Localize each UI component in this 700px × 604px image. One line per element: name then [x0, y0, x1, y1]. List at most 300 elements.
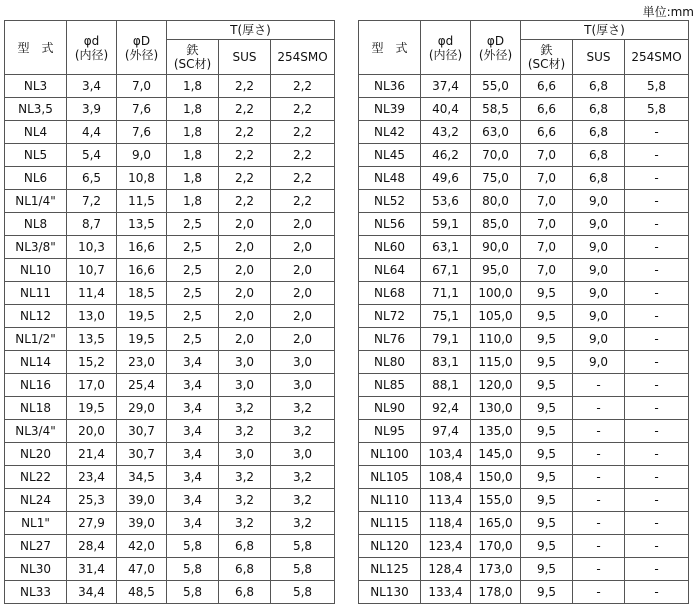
cell-sus: 2,0: [219, 282, 271, 305]
table-row: [5, 75, 335, 98]
cell-inner-diameter: 3,4: [67, 75, 117, 98]
cell-type: NL30: [5, 558, 67, 581]
table-row: [359, 144, 689, 167]
cell-254smo: -: [625, 190, 689, 213]
cell-inner-diameter: 23,4: [67, 466, 117, 489]
cell-type: NL3/8": [5, 236, 67, 259]
cell-iron: 3,4: [167, 351, 219, 374]
cell-sus: 6,8: [573, 98, 625, 121]
cell-outer-diameter: 165,0: [471, 512, 521, 535]
cell-sus: 6,8: [573, 167, 625, 190]
cell-outer-diameter: 63,0: [471, 121, 521, 144]
cell-inner-diameter: 128,4: [421, 558, 471, 581]
cell-outer-diameter: 10,8: [117, 167, 167, 190]
table-row: [5, 535, 335, 558]
cell-outer-diameter: 110,0: [471, 328, 521, 351]
cell-outer-diameter: 7,0: [117, 75, 167, 98]
table-row: [359, 512, 689, 535]
cell-iron: 1,8: [167, 190, 219, 213]
cell-254smo: -: [625, 236, 689, 259]
cell-254smo: 3,2: [271, 489, 335, 512]
cell-254smo: 3,0: [271, 351, 335, 374]
cell-type: NL1": [5, 512, 67, 535]
table-row: [359, 558, 689, 581]
cell-inner-diameter: 17,0: [67, 374, 117, 397]
table-row: [5, 144, 335, 167]
cell-inner-diameter: 11,4: [67, 282, 117, 305]
header-type: 型 式: [359, 21, 421, 75]
cell-iron: 6,6: [521, 75, 573, 98]
cell-254smo: 2,0: [271, 259, 335, 282]
cell-254smo: 5,8: [271, 558, 335, 581]
cell-type: NL11: [5, 282, 67, 305]
cell-iron: 1,8: [167, 121, 219, 144]
cell-254smo: -: [625, 420, 689, 443]
cell-iron: 7,0: [521, 144, 573, 167]
cell-254smo: -: [625, 121, 689, 144]
cell-inner-diameter: 27,9: [67, 512, 117, 535]
cell-iron: 3,4: [167, 512, 219, 535]
cell-type: NL14: [5, 351, 67, 374]
cell-outer-diameter: 70,0: [471, 144, 521, 167]
cell-type: NL12: [5, 305, 67, 328]
cell-inner-diameter: 34,4: [67, 581, 117, 604]
cell-sus: 3,2: [219, 466, 271, 489]
cell-254smo: 3,2: [271, 397, 335, 420]
cell-sus: 3,0: [219, 374, 271, 397]
cell-254smo: -: [625, 397, 689, 420]
table-row: [359, 443, 689, 466]
cell-outer-diameter: 7,6: [117, 121, 167, 144]
cell-type: NL90: [359, 397, 421, 420]
cell-outer-diameter: 19,5: [117, 305, 167, 328]
cell-outer-diameter: 120,0: [471, 374, 521, 397]
cell-outer-diameter: 30,7: [117, 420, 167, 443]
cell-type: NL10: [5, 259, 67, 282]
table-row: [359, 259, 689, 282]
table-row: [5, 351, 335, 374]
cell-iron: 7,0: [521, 213, 573, 236]
cell-iron: 1,8: [167, 98, 219, 121]
cell-sus: -: [573, 535, 625, 558]
cell-type: NL52: [359, 190, 421, 213]
cell-iron: 9,5: [521, 420, 573, 443]
cell-inner-diameter: 10,7: [67, 259, 117, 282]
cell-inner-diameter: 59,1: [421, 213, 471, 236]
cell-254smo: -: [625, 213, 689, 236]
cell-inner-diameter: 8,7: [67, 213, 117, 236]
cell-type: NL72: [359, 305, 421, 328]
cell-iron: 1,8: [167, 167, 219, 190]
cell-inner-diameter: 19,5: [67, 397, 117, 420]
cell-inner-diameter: 49,6: [421, 167, 471, 190]
table-row: [5, 121, 335, 144]
cell-type: NL3: [5, 75, 67, 98]
cell-254smo: 5,8: [271, 535, 335, 558]
cell-inner-diameter: 5,4: [67, 144, 117, 167]
cell-type: NL100: [359, 443, 421, 466]
table-row: [359, 213, 689, 236]
table-row: [5, 167, 335, 190]
cell-254smo: 2,0: [271, 305, 335, 328]
cell-type: NL27: [5, 535, 67, 558]
cell-iron: 2,5: [167, 213, 219, 236]
cell-254smo: 2,0: [271, 282, 335, 305]
cell-inner-diameter: 28,4: [67, 535, 117, 558]
table-row: [359, 581, 689, 604]
spec-table-right: [358, 20, 689, 604]
cell-outer-diameter: 11,5: [117, 190, 167, 213]
table-row: [359, 420, 689, 443]
cell-254smo: -: [625, 328, 689, 351]
cell-inner-diameter: 71,1: [421, 282, 471, 305]
cell-inner-diameter: 53,6: [421, 190, 471, 213]
cell-iron: 9,5: [521, 535, 573, 558]
spec-table-left: [4, 20, 335, 604]
cell-sus: 6,8: [219, 581, 271, 604]
table-row: [359, 466, 689, 489]
cell-iron: 7,0: [521, 259, 573, 282]
cell-type: NL76: [359, 328, 421, 351]
cell-sus: 2,2: [219, 190, 271, 213]
cell-254smo: -: [625, 443, 689, 466]
table-row: [5, 236, 335, 259]
cell-outer-diameter: 19,5: [117, 328, 167, 351]
header-sus: SUS: [219, 40, 271, 75]
header-iron: 鉄 (SC材): [167, 40, 219, 75]
cell-sus: 3,0: [219, 443, 271, 466]
cell-inner-diameter: 6,5: [67, 167, 117, 190]
table-row: [359, 535, 689, 558]
cell-sus: 2,0: [219, 259, 271, 282]
cell-inner-diameter: 31,4: [67, 558, 117, 581]
cell-type: NL45: [359, 144, 421, 167]
cell-type: NL60: [359, 236, 421, 259]
cell-iron: 9,5: [521, 374, 573, 397]
cell-outer-diameter: 16,6: [117, 236, 167, 259]
cell-outer-diameter: 16,6: [117, 259, 167, 282]
cell-iron: 1,8: [167, 144, 219, 167]
cell-inner-diameter: 83,1: [421, 351, 471, 374]
cell-iron: 2,5: [167, 259, 219, 282]
cell-sus: 9,0: [573, 351, 625, 374]
cell-254smo: 3,2: [271, 420, 335, 443]
cell-sus: 2,2: [219, 75, 271, 98]
cell-iron: 9,5: [521, 443, 573, 466]
cell-iron: 5,8: [167, 558, 219, 581]
cell-inner-diameter: 13,0: [67, 305, 117, 328]
cell-iron: 3,4: [167, 374, 219, 397]
cell-inner-diameter: 92,4: [421, 397, 471, 420]
cell-254smo: -: [625, 305, 689, 328]
cell-inner-diameter: 46,2: [421, 144, 471, 167]
table-row: [359, 167, 689, 190]
cell-outer-diameter: 47,0: [117, 558, 167, 581]
cell-outer-diameter: 80,0: [471, 190, 521, 213]
cell-254smo: 3,2: [271, 512, 335, 535]
table-row: [5, 190, 335, 213]
cell-inner-diameter: 103,4: [421, 443, 471, 466]
table-row: [359, 328, 689, 351]
cell-iron: 9,5: [521, 581, 573, 604]
table-row: [359, 121, 689, 144]
cell-type: NL1/4": [5, 190, 67, 213]
cell-sus: 2,2: [219, 121, 271, 144]
cell-type: NL33: [5, 581, 67, 604]
header-inner-diameter: φd (内径): [421, 21, 471, 75]
table-row: [5, 305, 335, 328]
cell-iron: 2,5: [167, 282, 219, 305]
cell-254smo: -: [625, 282, 689, 305]
cell-inner-diameter: 3,9: [67, 98, 117, 121]
cell-outer-diameter: 25,4: [117, 374, 167, 397]
cell-outer-diameter: 145,0: [471, 443, 521, 466]
cell-inner-diameter: 20,0: [67, 420, 117, 443]
cell-inner-diameter: 97,4: [421, 420, 471, 443]
cell-sus: 9,0: [573, 236, 625, 259]
cell-outer-diameter: 23,0: [117, 351, 167, 374]
cell-inner-diameter: 123,4: [421, 535, 471, 558]
cell-type: NL39: [359, 98, 421, 121]
cell-outer-diameter: 170,0: [471, 535, 521, 558]
cell-254smo: -: [625, 558, 689, 581]
cell-254smo: 2,0: [271, 213, 335, 236]
table-row: [5, 328, 335, 351]
cell-iron: 7,0: [521, 236, 573, 259]
cell-inner-diameter: 79,1: [421, 328, 471, 351]
cell-sus: 6,8: [219, 558, 271, 581]
cell-sus: 9,0: [573, 328, 625, 351]
cell-sus: 9,0: [573, 190, 625, 213]
cell-outer-diameter: 58,5: [471, 98, 521, 121]
cell-outer-diameter: 85,0: [471, 213, 521, 236]
cell-254smo: -: [625, 351, 689, 374]
cell-type: NL3,5: [5, 98, 67, 121]
cell-sus: 2,0: [219, 328, 271, 351]
cell-iron: 9,5: [521, 397, 573, 420]
cell-type: NL3/4": [5, 420, 67, 443]
cell-type: NL36: [359, 75, 421, 98]
cell-outer-diameter: 29,0: [117, 397, 167, 420]
cell-outer-diameter: 42,0: [117, 535, 167, 558]
cell-254smo: -: [625, 581, 689, 604]
cell-inner-diameter: 118,4: [421, 512, 471, 535]
table-row: [5, 259, 335, 282]
cell-sus: 6,8: [573, 144, 625, 167]
cell-sus: 6,8: [219, 535, 271, 558]
table-row: [359, 374, 689, 397]
cell-iron: 9,5: [521, 351, 573, 374]
cell-iron: 2,5: [167, 305, 219, 328]
cell-outer-diameter: 75,0: [471, 167, 521, 190]
cell-outer-diameter: 13,5: [117, 213, 167, 236]
cell-sus: -: [573, 420, 625, 443]
cell-type: NL110: [359, 489, 421, 512]
cell-254smo: 2,0: [271, 236, 335, 259]
cell-inner-diameter: 10,3: [67, 236, 117, 259]
cell-254smo: -: [625, 512, 689, 535]
header-outer-diameter: φD (外径): [471, 21, 521, 75]
unit-label: 単位:mm: [642, 5, 694, 19]
cell-iron: 9,5: [521, 512, 573, 535]
cell-iron: 3,4: [167, 420, 219, 443]
cell-type: NL16: [5, 374, 67, 397]
cell-254smo: 5,8: [625, 75, 689, 98]
cell-outer-diameter: 130,0: [471, 397, 521, 420]
cell-outer-diameter: 105,0: [471, 305, 521, 328]
cell-254smo: 2,2: [271, 121, 335, 144]
cell-iron: 9,5: [521, 466, 573, 489]
cell-type: NL130: [359, 581, 421, 604]
table-row: [5, 397, 335, 420]
table-row: [5, 558, 335, 581]
cell-254smo: 3,0: [271, 374, 335, 397]
cell-254smo: 2,2: [271, 167, 335, 190]
cell-type: NL80: [359, 351, 421, 374]
cell-iron: 9,5: [521, 282, 573, 305]
cell-iron: 7,0: [521, 167, 573, 190]
cell-iron: 9,5: [521, 489, 573, 512]
cell-outer-diameter: 100,0: [471, 282, 521, 305]
cell-254smo: 2,2: [271, 144, 335, 167]
cell-type: NL56: [359, 213, 421, 236]
cell-254smo: -: [625, 374, 689, 397]
cell-iron: 6,6: [521, 121, 573, 144]
cell-inner-diameter: 21,4: [67, 443, 117, 466]
table-row: [359, 397, 689, 420]
cell-type: NL18: [5, 397, 67, 420]
header-sus: SUS: [573, 40, 625, 75]
cell-sus: 2,2: [219, 98, 271, 121]
cell-254smo: 3,0: [271, 443, 335, 466]
header-254smo: 254SMO: [625, 40, 689, 75]
cell-inner-diameter: 7,2: [67, 190, 117, 213]
cell-sus: -: [573, 397, 625, 420]
cell-sus: 9,0: [573, 282, 625, 305]
cell-iron: 3,4: [167, 466, 219, 489]
table-row: [359, 75, 689, 98]
cell-sus: 9,0: [573, 213, 625, 236]
cell-sus: -: [573, 466, 625, 489]
cell-sus: 2,2: [219, 167, 271, 190]
cell-inner-diameter: 40,4: [421, 98, 471, 121]
cell-sus: -: [573, 489, 625, 512]
cell-type: NL6: [5, 167, 67, 190]
cell-type: NL5: [5, 144, 67, 167]
cell-sus: 2,0: [219, 213, 271, 236]
cell-254smo: 5,8: [625, 98, 689, 121]
header-iron: 鉄 (SC材): [521, 40, 573, 75]
cell-type: NL20: [5, 443, 67, 466]
cell-254smo: -: [625, 489, 689, 512]
table-row: [359, 351, 689, 374]
cell-outer-diameter: 39,0: [117, 489, 167, 512]
table-row: [359, 98, 689, 121]
cell-sus: -: [573, 558, 625, 581]
cell-254smo: 2,2: [271, 98, 335, 121]
cell-type: NL1/2": [5, 328, 67, 351]
cell-sus: -: [573, 374, 625, 397]
cell-sus: 3,0: [219, 351, 271, 374]
header-outer-diameter: φD (外径): [117, 21, 167, 75]
cell-iron: 9,5: [521, 558, 573, 581]
cell-254smo: -: [625, 144, 689, 167]
cell-inner-diameter: 37,4: [421, 75, 471, 98]
cell-outer-diameter: 48,5: [117, 581, 167, 604]
cell-sus: 3,2: [219, 420, 271, 443]
cell-outer-diameter: 95,0: [471, 259, 521, 282]
cell-iron: 3,4: [167, 489, 219, 512]
cell-inner-diameter: 88,1: [421, 374, 471, 397]
cell-sus: 3,2: [219, 489, 271, 512]
cell-outer-diameter: 30,7: [117, 443, 167, 466]
cell-type: NL42: [359, 121, 421, 144]
cell-inner-diameter: 113,4: [421, 489, 471, 512]
cell-iron: 5,8: [167, 581, 219, 604]
cell-sus: 9,0: [573, 259, 625, 282]
cell-iron: 7,0: [521, 190, 573, 213]
cell-254smo: 5,8: [271, 581, 335, 604]
cell-254smo: 2,0: [271, 328, 335, 351]
cell-type: NL8: [5, 213, 67, 236]
cell-254smo: 3,2: [271, 466, 335, 489]
table-row: [5, 282, 335, 305]
cell-type: NL68: [359, 282, 421, 305]
cell-type: NL64: [359, 259, 421, 282]
cell-inner-diameter: 25,3: [67, 489, 117, 512]
table-row: [5, 443, 335, 466]
table-row: [5, 581, 335, 604]
cell-outer-diameter: 150,0: [471, 466, 521, 489]
cell-outer-diameter: 173,0: [471, 558, 521, 581]
cell-inner-diameter: 63,1: [421, 236, 471, 259]
table-row: [359, 282, 689, 305]
cell-type: NL85: [359, 374, 421, 397]
cell-sus: 3,2: [219, 512, 271, 535]
cell-type: NL125: [359, 558, 421, 581]
cell-type: NL120: [359, 535, 421, 558]
table-row: [5, 512, 335, 535]
cell-254smo: -: [625, 466, 689, 489]
header-thickness: T(厚さ): [167, 21, 335, 40]
cell-type: NL48: [359, 167, 421, 190]
cell-outer-diameter: 7,6: [117, 98, 167, 121]
cell-iron: 9,5: [521, 305, 573, 328]
table-row: [5, 420, 335, 443]
table-row: [359, 305, 689, 328]
cell-type: NL22: [5, 466, 67, 489]
table-row: [5, 213, 335, 236]
cell-inner-diameter: 43,2: [421, 121, 471, 144]
cell-outer-diameter: 18,5: [117, 282, 167, 305]
cell-sus: 9,0: [573, 305, 625, 328]
cell-inner-diameter: 15,2: [67, 351, 117, 374]
cell-254smo: -: [625, 167, 689, 190]
cell-inner-diameter: 133,4: [421, 581, 471, 604]
cell-outer-diameter: 135,0: [471, 420, 521, 443]
cell-iron: 3,4: [167, 443, 219, 466]
cell-inner-diameter: 13,5: [67, 328, 117, 351]
table-row: [359, 489, 689, 512]
cell-iron: 2,5: [167, 328, 219, 351]
header-thickness: T(厚さ): [521, 21, 689, 40]
header-inner-diameter: φd (内径): [67, 21, 117, 75]
cell-type: NL24: [5, 489, 67, 512]
table-row: [359, 190, 689, 213]
cell-outer-diameter: 9,0: [117, 144, 167, 167]
cell-inner-diameter: 4,4: [67, 121, 117, 144]
cell-type: NL4: [5, 121, 67, 144]
